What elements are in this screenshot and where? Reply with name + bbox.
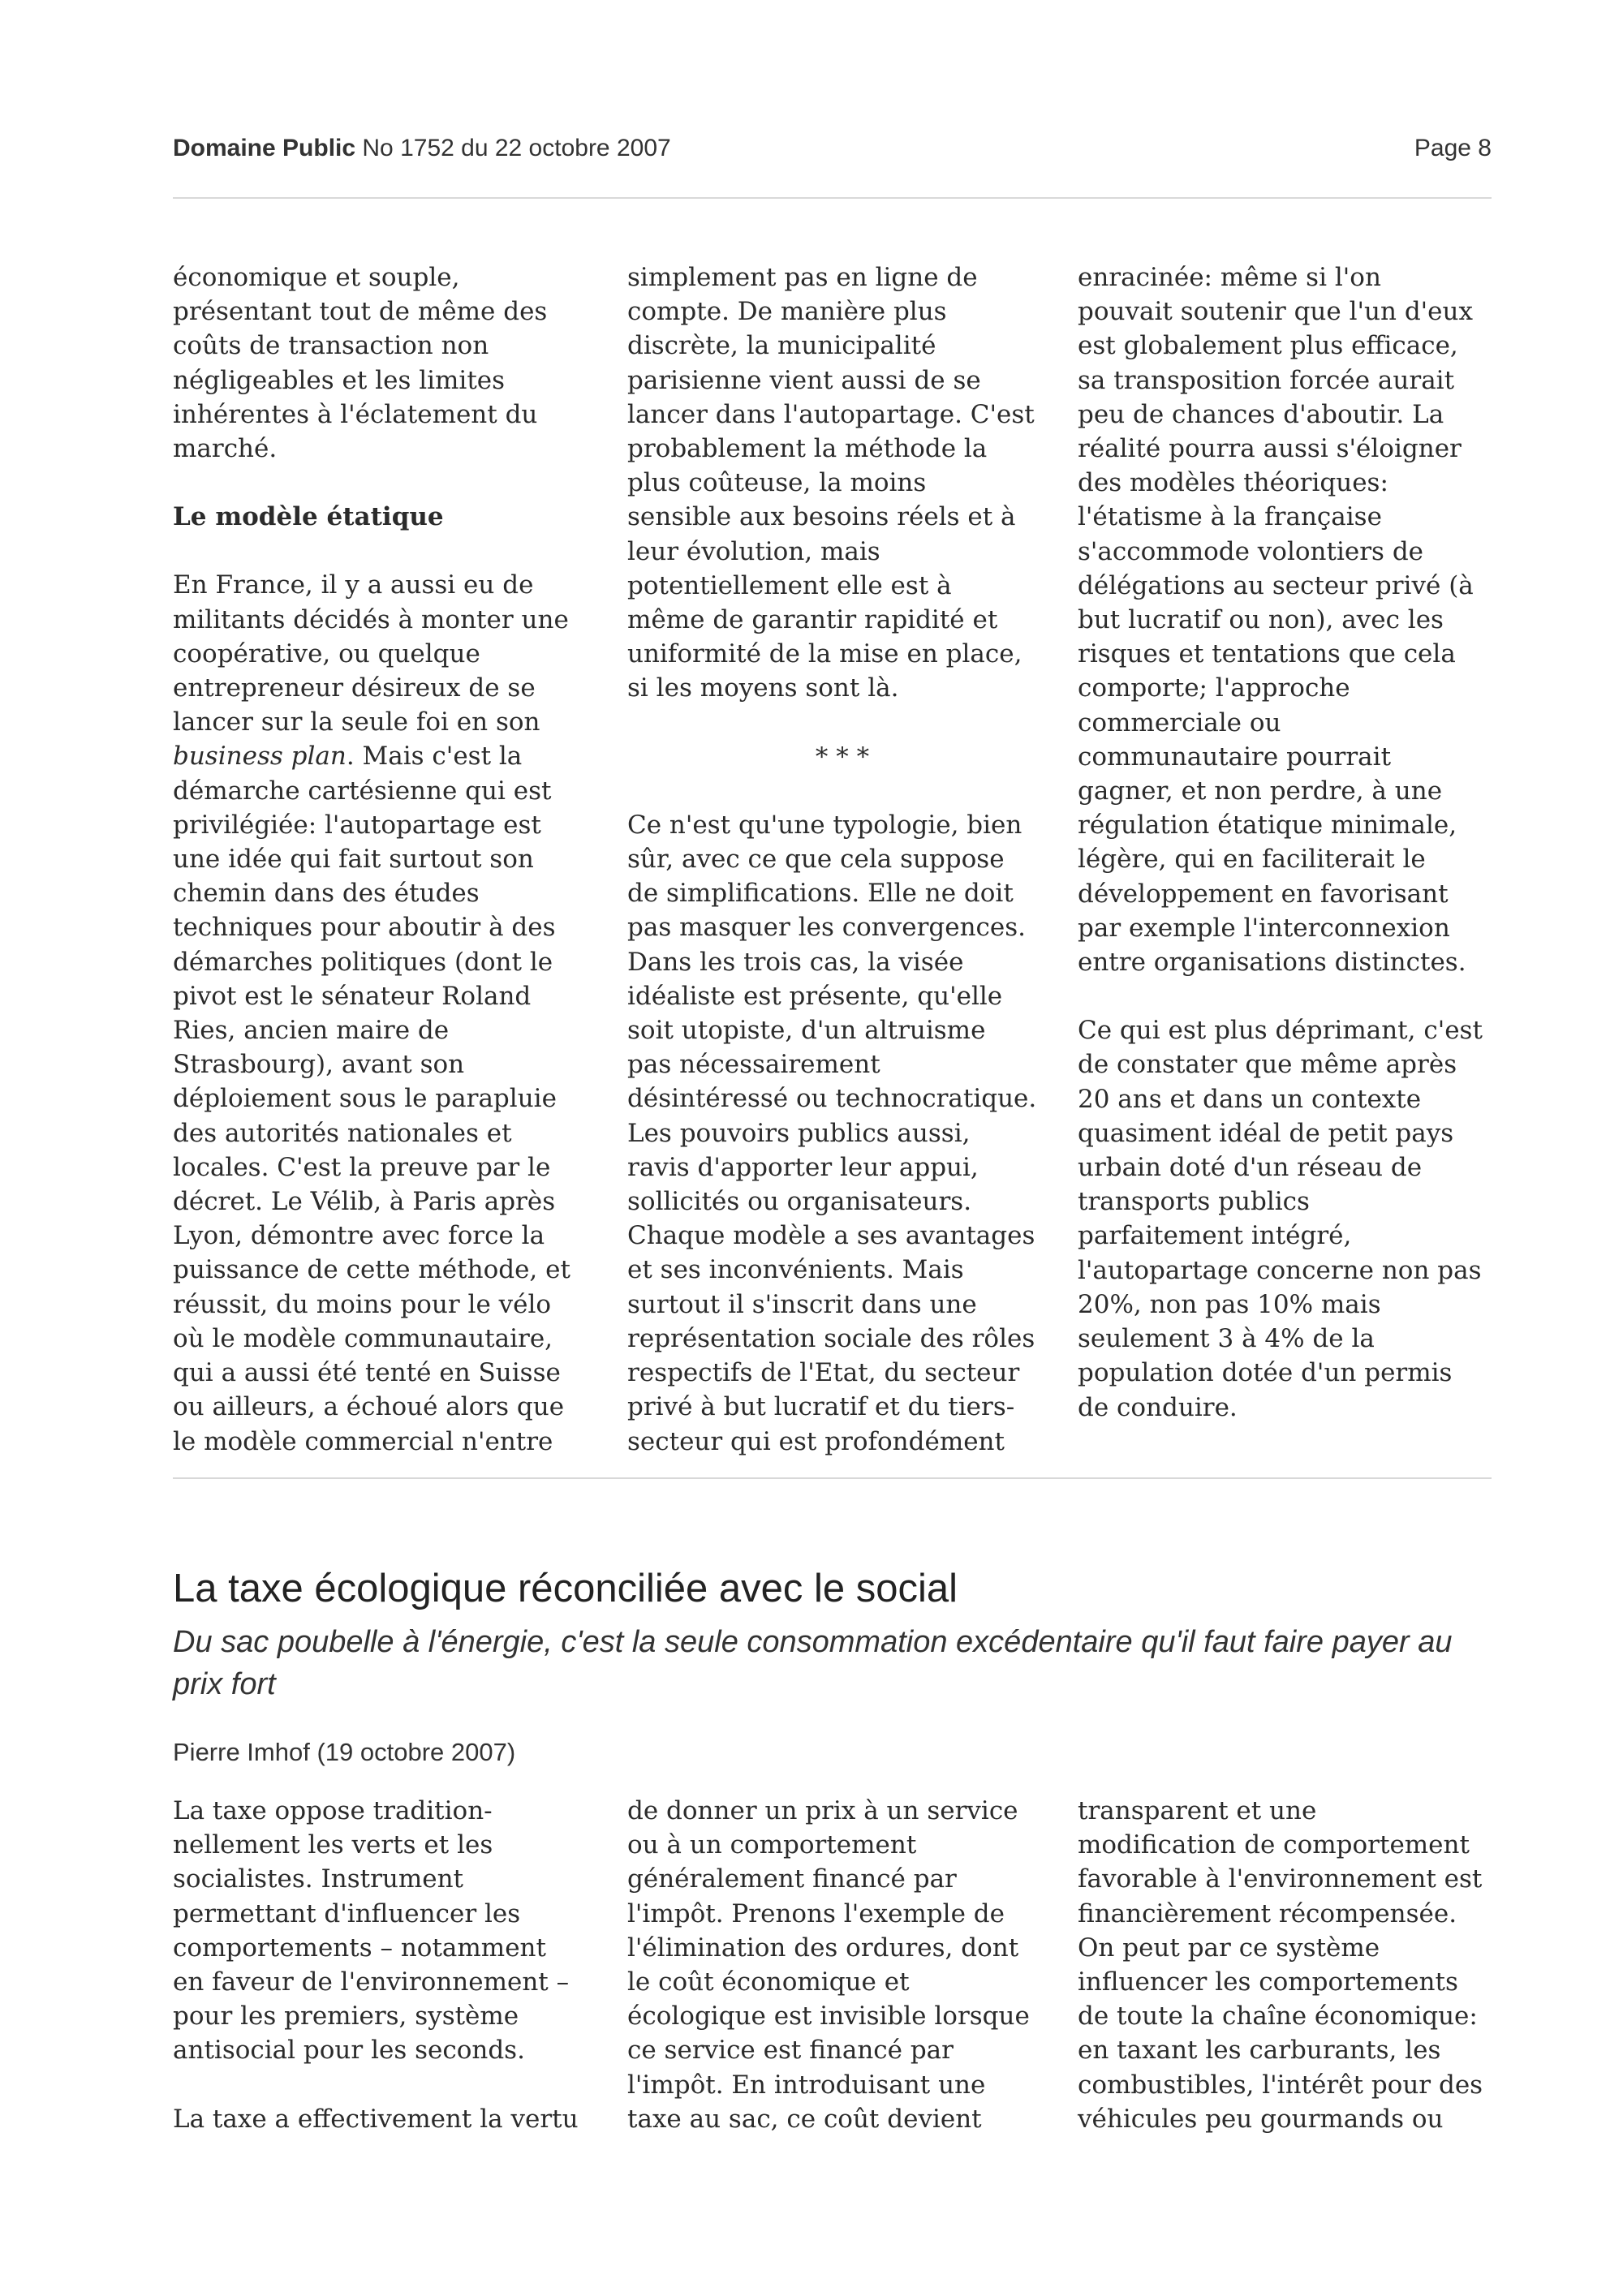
text-line: enracinée: même si l'on	[1078, 263, 1381, 292]
text-line: Chaque modèle a ses avantages	[627, 1221, 1035, 1251]
text-line: pouvait soutenir que l'un d'eux	[1078, 297, 1473, 327]
text-line: économique et souple,	[173, 263, 460, 292]
text-line: antisocial pour les seconds.	[173, 2036, 525, 2066]
text-line: en taxant les carburants, les	[1078, 2036, 1441, 2066]
text-line: par exemple l'interconnexion	[1078, 913, 1450, 943]
text-line: compte. De manière plus	[627, 297, 947, 327]
text-line: simplement pas en ligne de	[627, 263, 978, 292]
italic-phrase: business plan	[173, 742, 347, 772]
text-line: soit utopiste, d'un altruisme	[627, 1016, 986, 1046]
text-line: Lyon, démontre avec force la	[173, 1221, 545, 1251]
text-line: désintéressé ou technocratique.	[627, 1084, 1037, 1114]
text-line: généralement financé par	[627, 1864, 957, 1894]
text-line: et ses inconvénients. Mais	[627, 1255, 964, 1285]
text-line: présentant tout de même des	[173, 297, 548, 327]
text-line: favorable à l'environnement est	[1078, 1864, 1483, 1894]
text-line: en faveur de l'environnement –	[173, 1967, 570, 1997]
text-line: ce service est financé par	[627, 2036, 954, 2066]
section-heading: Le modèle étatique	[173, 502, 444, 532]
text-line: population dotée d'un permis	[1078, 1358, 1453, 1388]
text-line: gagner, et non perdre, à une	[1078, 776, 1443, 806]
text-line: même de garantir rapidité et	[627, 605, 998, 635]
paragraph	[173, 2102, 603, 2136]
article-subtitle: Du sac poubelle à l'énergie, c'est la seule consommation excédentaire qu'il faut faire payer au prix fort	[173, 1625, 1453, 1701]
paragraph	[173, 260, 603, 466]
text-line: lancer dans l'autopartage. C'est	[627, 399, 1035, 429]
text-line: techniques pour aboutir à des	[173, 913, 556, 943]
text-line: Ries, ancien maire de	[173, 1016, 450, 1046]
text-line: est globalement plus efficace,	[1078, 331, 1458, 361]
article-byline: Pierre Imhof (19 octobre 2007)	[173, 1738, 516, 1766]
text-line: commerciale ou	[1078, 707, 1281, 737]
text-line: de toute la chaîne économique:	[1078, 2001, 1478, 2032]
text-line: ou à un comportement	[627, 1830, 917, 1860]
text-line: risques et tentations que cela	[1078, 639, 1456, 669]
text-line: lancer sur la seule foi en son	[173, 707, 540, 737]
text-line: délégations au secteur privé (à	[1078, 570, 1474, 600]
page-number: Page 8	[1414, 135, 1492, 161]
text-line: coûts de transaction non	[173, 331, 489, 361]
text-line: parfaitement intégré,	[1078, 1221, 1352, 1251]
text-line: but lucratif ou non), avec les	[1078, 605, 1444, 635]
article-divider	[173, 1477, 1492, 1479]
text-line: En France, il y a aussi eu de	[173, 570, 534, 600]
text-line: réussit, du moins pour le vélo	[173, 1289, 552, 1319]
text-line: marché.	[173, 434, 278, 464]
text-line: 20 ans et dans un contexte	[1078, 1084, 1422, 1114]
text-line: l'autopartage concerne non pas	[1078, 1255, 1482, 1285]
text-line: l'étatisme à la française	[1078, 502, 1382, 532]
prev-article-column-2	[627, 260, 1057, 1459]
paragraph	[627, 260, 1057, 706]
text-line: sûr, avec ce que cela suppose	[627, 845, 1005, 875]
paragraph	[1078, 1794, 1508, 2136]
text-line: de donner un prix à un service	[627, 1796, 1018, 1825]
article-column-1	[173, 1794, 603, 2136]
text-line: discrète, la municipalité	[627, 331, 936, 361]
text-line: de simplifications. Elle ne doit	[627, 879, 1014, 909]
text-line: légère, qui en faciliterait le	[1078, 845, 1426, 875]
text-line: une idée qui fait surtout son	[173, 845, 534, 875]
paragraph	[173, 1794, 603, 2068]
text-line: privilégiée: l'autopartage est	[173, 810, 541, 840]
text-line: financièrement récompensée.	[1078, 1898, 1457, 1928]
publication-name: Domaine Public	[173, 135, 356, 161]
article-title: La taxe écologique réconciliée avec le social	[173, 1567, 958, 1610]
text-line: parisienne vient aussi de se	[627, 365, 981, 395]
text-line: déploiement sous le parapluie	[173, 1084, 557, 1114]
text-line: 20%, non pas 10% mais	[1078, 1289, 1381, 1319]
text-line: Strasbourg), avant son	[173, 1050, 465, 1080]
text-line: l'impôt. En introduisant une	[627, 2070, 986, 2100]
text-line: de constater que même après	[1078, 1050, 1457, 1080]
text-line: inhérentes à l'éclatement du	[173, 399, 538, 429]
text-line: pour les premiers, système	[173, 2001, 519, 2032]
text-line: pas nécessairement	[627, 1050, 880, 1080]
prev-article-column-3	[1078, 260, 1508, 1425]
text-line: permettant d'influencer les	[173, 1898, 521, 1928]
text-line: qui a aussi été tenté en Suisse	[173, 1358, 561, 1388]
text-line: uniformité de la mise en place,	[627, 639, 1022, 669]
text-line: Les pouvoirs publics aussi,	[627, 1118, 971, 1148]
text-line: militants décidés à monter une	[173, 604, 569, 634]
text-line: sa transposition forcée aurait	[1078, 365, 1455, 395]
text-line: surtout il s'inscrit dans une	[627, 1289, 977, 1319]
text-line: socialistes. Instrument	[173, 1864, 464, 1894]
text-line: combustibles, l'intérêt pour des	[1078, 2070, 1483, 2100]
header-divider	[173, 197, 1492, 199]
text-line: entre organisations distinctes.	[1078, 948, 1466, 978]
text-line: transparent et une	[1078, 1796, 1317, 1825]
text-line: comporte; l'approche	[1078, 673, 1350, 703]
text-line: quasiment idéal de petit pays	[1078, 1118, 1454, 1148]
article-column-3	[1078, 1794, 1508, 2136]
text-line: véhicules peu gourmands ou	[1078, 2104, 1444, 2134]
text-line: coopérative, ou quelque	[173, 638, 480, 669]
text-line: représentation sociale des rôles	[627, 1323, 1035, 1353]
text-line: ravis d'apporter leur appui,	[627, 1152, 979, 1182]
text-line: s'accommode volontiers de	[1078, 536, 1424, 566]
text-line: respectifs de l'Etat, du secteur	[627, 1358, 1020, 1388]
article-column-2	[627, 1794, 1057, 2136]
text-line: peu de chances d'aboutir. La	[1078, 399, 1444, 429]
text-line: urbain doté d'un réseau de	[1078, 1153, 1423, 1183]
text-line: secteur qui est profondément	[627, 1426, 1005, 1456]
text-line: On peut par ce système	[1078, 1933, 1380, 1963]
text-line: écologique est invisible lorsque	[627, 2001, 1030, 2032]
text-line: des modèles théoriques:	[1078, 468, 1388, 498]
text-line: influencer les comportements	[1078, 1967, 1458, 1997]
text-line: taxe au sac, ce coût devient	[627, 2104, 982, 2134]
text-line: le modèle commercial n'entre	[173, 1426, 553, 1456]
text-line: transports publics	[1078, 1187, 1310, 1217]
text-line: réalité pourra aussi s'éloigner	[1078, 434, 1462, 464]
text-line: idéaliste est présente, qu'elle	[627, 981, 1003, 1011]
text-line: modification de comportement	[1078, 1830, 1470, 1860]
text-line: nellement les verts et les	[173, 1830, 493, 1860]
paragraph: En France, il y a aussi eu de militants décidés à monter une coopérative, ou quelque entrepreneur désireux de se lancer sur la seule foi en son business plan. Mais c'est la démarche cartésienne qui est privilégiée: l'autopartage est une idée qui fait surtout son chemin dans des études techniques pour aboutir à des démarches politiques (dont le pivot est le sénateur Roland Ries, ancien maire de Strasbourg), avant son déploiement sous le parapluie des autorités nationales et locales. C'est la preuve par le décret. Le Vélib, à Paris après Lyon, démontre avec force la puissance de cette méthode, et réussit, du moins pour le vélo où le modèle communautaire, qui a aussi été tenté en Suisse ou ailleurs, a échoué alors que le modèle commercial n'entre	[173, 570, 570, 1456]
text-line: communautaire pourrait	[1078, 742, 1392, 772]
text-line: chemin dans des études	[173, 879, 480, 909]
text-line: pivot est le sénateur Roland	[173, 981, 532, 1011]
text-line: puissance de cette méthode, et	[173, 1255, 570, 1285]
text-line: développement en favorisant	[1078, 879, 1449, 909]
paragraph	[1078, 260, 1508, 979]
text-line: le coût économique et	[627, 1967, 910, 1997]
text-line: pas masquer les convergences.	[627, 913, 1027, 943]
text-line: négligeables et les limites	[173, 365, 506, 395]
text-line: si les moyens sont là.	[627, 673, 899, 703]
text-line: sollicités ou organisateurs.	[627, 1187, 972, 1217]
text-line: Ce qui est plus déprimant, c'est	[1078, 1016, 1483, 1046]
text-line: locales. C'est la preuve par le	[173, 1152, 551, 1182]
text-line: démarche cartésienne qui est	[173, 776, 552, 806]
prev-article-column-1	[173, 260, 603, 1459]
text-line: l'impôt. Prenons l'exemple de	[627, 1898, 1005, 1928]
text-line: démarches politiques (dont le	[173, 947, 553, 977]
paragraph	[1078, 1013, 1508, 1424]
paragraph	[627, 1794, 1057, 2136]
text-line: plus coûteuse, la moins	[627, 468, 927, 498]
text-line: où le modèle communautaire,	[173, 1323, 553, 1353]
text-line: sensible aux besoins réels et à	[627, 502, 1016, 532]
page-header	[173, 135, 1492, 167]
text-line: probablement la méthode la	[627, 434, 988, 464]
issue-info: No 1752 du 22 octobre 2007	[362, 135, 671, 161]
text-line: seulement 3 à 4% de la	[1078, 1324, 1375, 1354]
text-line: La taxe a effectivement la vertu	[173, 2104, 579, 2134]
text-line: l'élimination des ordures, dont	[627, 1933, 1019, 1963]
text-line: entrepreneur désireux de se	[173, 673, 536, 703]
text-line: ou ailleurs, a échoué alors que	[173, 1392, 565, 1422]
text-line: Ce n'est qu'une typologie, bien	[627, 810, 1022, 840]
text-line: de conduire.	[1078, 1392, 1238, 1422]
text-line: potentiellement elle est à	[627, 570, 952, 600]
text-line: régulation étatique minimale,	[1078, 810, 1457, 841]
text-line: leur évolution, mais	[627, 536, 880, 566]
section-separator: * * *	[815, 742, 870, 772]
paragraph	[627, 808, 1057, 1459]
text-line: comportements – notamment	[173, 1933, 546, 1963]
text-line: La taxe oppose tradition-	[173, 1796, 493, 1825]
text-line: décret. Le Vélib, à Paris après	[173, 1187, 556, 1217]
text-line: privé à but lucratif et du tiers-	[627, 1392, 1015, 1422]
text-line: des autorités nationales et	[173, 1118, 512, 1148]
text-line: Dans les trois cas, la visée	[627, 947, 964, 977]
